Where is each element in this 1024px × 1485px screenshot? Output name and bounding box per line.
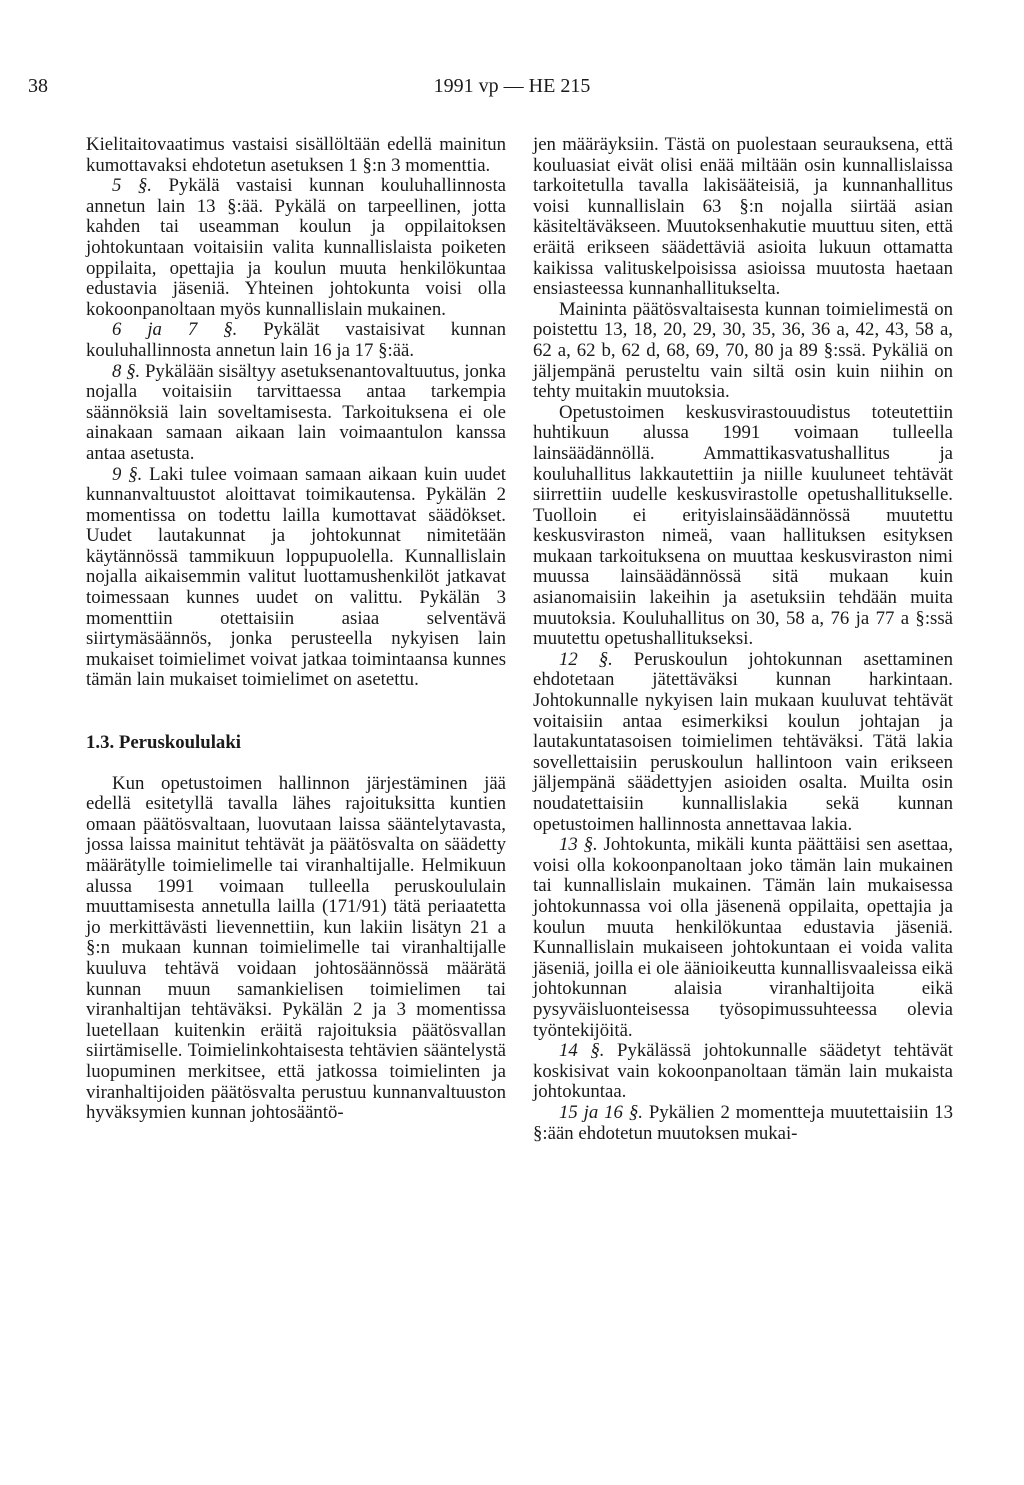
section-heading: 1.3. Peruskoululaki — [86, 732, 241, 754]
section-number: 8 §. — [112, 360, 141, 382]
paragraph-text: Johtokunta, mikäli kunta päättäisi sen asettaa, voisi olla kokoonpanoltaan joko tämän lain mukainen tai kunnallislain mukainen. Tämän lain mukaisessa johtokunnassa voi olla jäsenenä oppilaita, opettajia ja koulun muuta henkilökuntaa edustavia jäseniä. Kunnallislain mukaiseen johtokuntaan ei voida valita jäseniä, joilla ei ole äänioikeutta kunnallisvaaleissa eikä johtokunnan alaisia viranhaltijoita eikä pysyväisluonteisessa työsopimussuhteessa olevia työntekijöitä. — [533, 834, 953, 1041]
running-head: 1991 vp — HE 215 — [433, 75, 591, 97]
section-number: 13 §. — [559, 834, 598, 856]
section-15-16-paragraph — [533, 1103, 953, 1144]
page-number: 38 — [28, 75, 48, 97]
paragraph-text: Pykälät vastaisivat kunnan kouluhallinnosta annetun lain 16 ja 17 §:ää. — [86, 319, 506, 361]
paragraph-text: Laki tulee voimaan samaan aikaan kuin uudet kunnanvaltuustot aloittavat toimikautensa. Pykälän 2 momentissa on todettu lailla kumottavat säädökset. Uudet lautakunnat ja johtokunnat nimitetään käytännössä tammikuun loppupuolella. Kunnallislain nojalla aikaisemmin valitut luottamushenkilöt jatkavat toimessaan kunnes uudet on valittu. Pykälän 3 momenttiin otettaisiin asiaa selventävä siirtymäsäännös, jonka perusteella nykyisen lain mukaiset toimielimet voivat jatkaa toimintaansa kunnes tämän lain mukaiset toimielimet on asetettu. — [86, 463, 506, 691]
paragraph-text: Pykälään sisältyy asetuksenantovaltuutus, jonka nojalla voitaisiin tarvittaessa antaa tarkempia säännöksiä lain soveltamisesta. Tarkoituksena ei ole ainakaan samaan aikaan lain voimaantulon kanssa antaa asetusta. — [86, 360, 507, 464]
section-8-paragraph — [86, 362, 506, 465]
paragraph-text: Pykälässä johtokunnalle säädetyt tehtävät koskisivat vain kokoonpanoltaan tämän lain mukaista johtokuntaa. — [533, 1040, 954, 1103]
section-5-paragraph — [86, 176, 506, 320]
section-number: 9 §. — [112, 463, 143, 485]
section-number: 6 ja 7 §. — [112, 319, 238, 341]
left-column — [86, 135, 506, 1124]
paragraph: Kun opetustoimen hallinnon järjestäminen jää edellä esitetyllä tavalla lähes rajoituksitta kuntien omaan päätösvaltaan, luovutaan laissa sääntelytavasta, jossa laissa mainitut tehtävät ja päätösvalta on säädetty määrätylle toimielimelle tai viranhaltijalle. Helmikuun alussa 1991 voimaan tulleella peruskoululain muuttamisesta annetulla lailla (171/91) tätä periaatetta jo merkittävästi lievennettiin, kun lakiin lisätyn 21 a §:n mukaan kunnan toimielimelle tai viranhaltijalle kuuluva tehtävä voidaan johtosäännössä määrätä kunnan muun samankielisen toimielimen tai viranhaltijan tehtäväksi. Pykälän 2 ja 3 momentissa luetellaan kuitenkin eräitä rajoituksia päätösvallan siirtämiselle. Toimielinkohtaisesta tehtävien sääntelystä luopuminen merkitsee, että jatkossa toimielinten ja viranhaltijoiden päätösvalta perustuu kunnanvaltuuston hyväksymien kunnan johtosääntö- — [86, 772, 506, 1124]
section-14-paragraph — [533, 1041, 953, 1103]
paragraph: jen määräyksiin. Tästä on puolestaan seurauksena, että kouluasiat eivät olisi enää miltään osin kunnallislaissa tarkoitetulla tavalla lakisääteisiä, ja kunnanhallitus voisi kunnallislain 63 §:n nojalla siirtää asian käsiteltäväkseen. Muutoksenhakutie muuttuu siten, että eräitä erikseen säädettäviä asioita lukuun ottamatta kaikissa valituskelpoisissa asioissa muutosta haetaan ensiasteessa kunnanhallitukselta. — [533, 134, 953, 300]
section-number: 15 ja 16 §. — [559, 1101, 643, 1123]
right-column — [533, 135, 953, 1144]
section-12-paragraph — [533, 650, 953, 835]
section-9-paragraph — [86, 465, 506, 692]
section-number: 14 §. — [559, 1040, 605, 1062]
paragraph-text: Pykälä vastaisi kunnan kouluhallinnosta annetun lain 13 §:ää. Pykälä on tarpeellinen, jotta kahden tai useamman koulun ja oppilaitoksen johtokuntaan voitaisiin valita kunnallislaista poiketen oppilaita, opettajia ja koulun muuta henkilökuntaa edustavia jäseniä. Yhteinen johtokunta voisi olla kokoonpanoltaan myös kunnallislain mukainen. — [86, 175, 507, 320]
paragraph-text: Pykälien 2 momentteja muutettaisiin 13 §:ään ehdotetun muutoksen mukai- — [533, 1101, 954, 1144]
paragraph: Opetustoimen keskusvirastouudistus toteutettiin huhtikuun alussa 1991 voimaan tulleella lainsäädännöllä. Ammattikasvatushallitus ja kouluhallitus lakkautettiin ja niille kuuluneet tehtävät siirrettiin uudelle keskusvirastolle opetushallitukselle. Tuolloin ei erityislainsäädännössä muutettu keskusviraston nimeä, vaan hallituksen esityksen mukaan tarkoituksena on muuttaa keskusviraston nimi muussa lainsäädännössä sitä mukaan kuin asianomaisiin lakeihin ja asetuksiin tehdään muita muutoksia. Kouluhallitus on 30, 58 a, 76 ja 77 a §:ssä muutettu opetushallitukseksi. — [533, 401, 953, 650]
section-13-paragraph — [533, 835, 953, 1041]
paragraph: Maininta päätösvaltaisesta kunnan toimielimestä on poistettu 13, 18, 20, 29, 30, 35, 36, 36 a, 42, 43, 58 a, 62 a, 62 b, 62 d, 68, 69, 70, 80 ja 89 §:ssä. Pykäliä on jäljempänä perusteltu vain siltä osin kuin niihin on tehty muitakin muutoksia. — [533, 298, 953, 403]
paragraph-text: Peruskoulun johtokunnan asettaminen ehdotetaan jätettäväksi kunnan harkintaan. Johtokunnalle nykyisen lain mukaan kuuluvat tehtävät voitaisiin antaa esimerkiksi koulun johtajan ja lautakuntatasoisen toimielimen tehtäväksi. Tätä lakia sovellettaisiin peruskoulun hallintoon vain erikseen jäljempänä säädettyjen asioiden osalta. Muilta osin noudatettaisiin kunnallislakia sekä kunnan opetustoimen hallinnosta annettavaa lakia. — [533, 648, 954, 835]
section-number: 5 §. — [112, 175, 152, 197]
paragraph: Kielitaitovaatimus vastaisi sisällöltään edellä mainitun kumottavaksi ehdotetun asetuksen 1 §:n 3 momenttia. — [86, 134, 506, 176]
section-6-7-paragraph — [86, 320, 506, 361]
section-number: 12 §. — [559, 648, 613, 670]
